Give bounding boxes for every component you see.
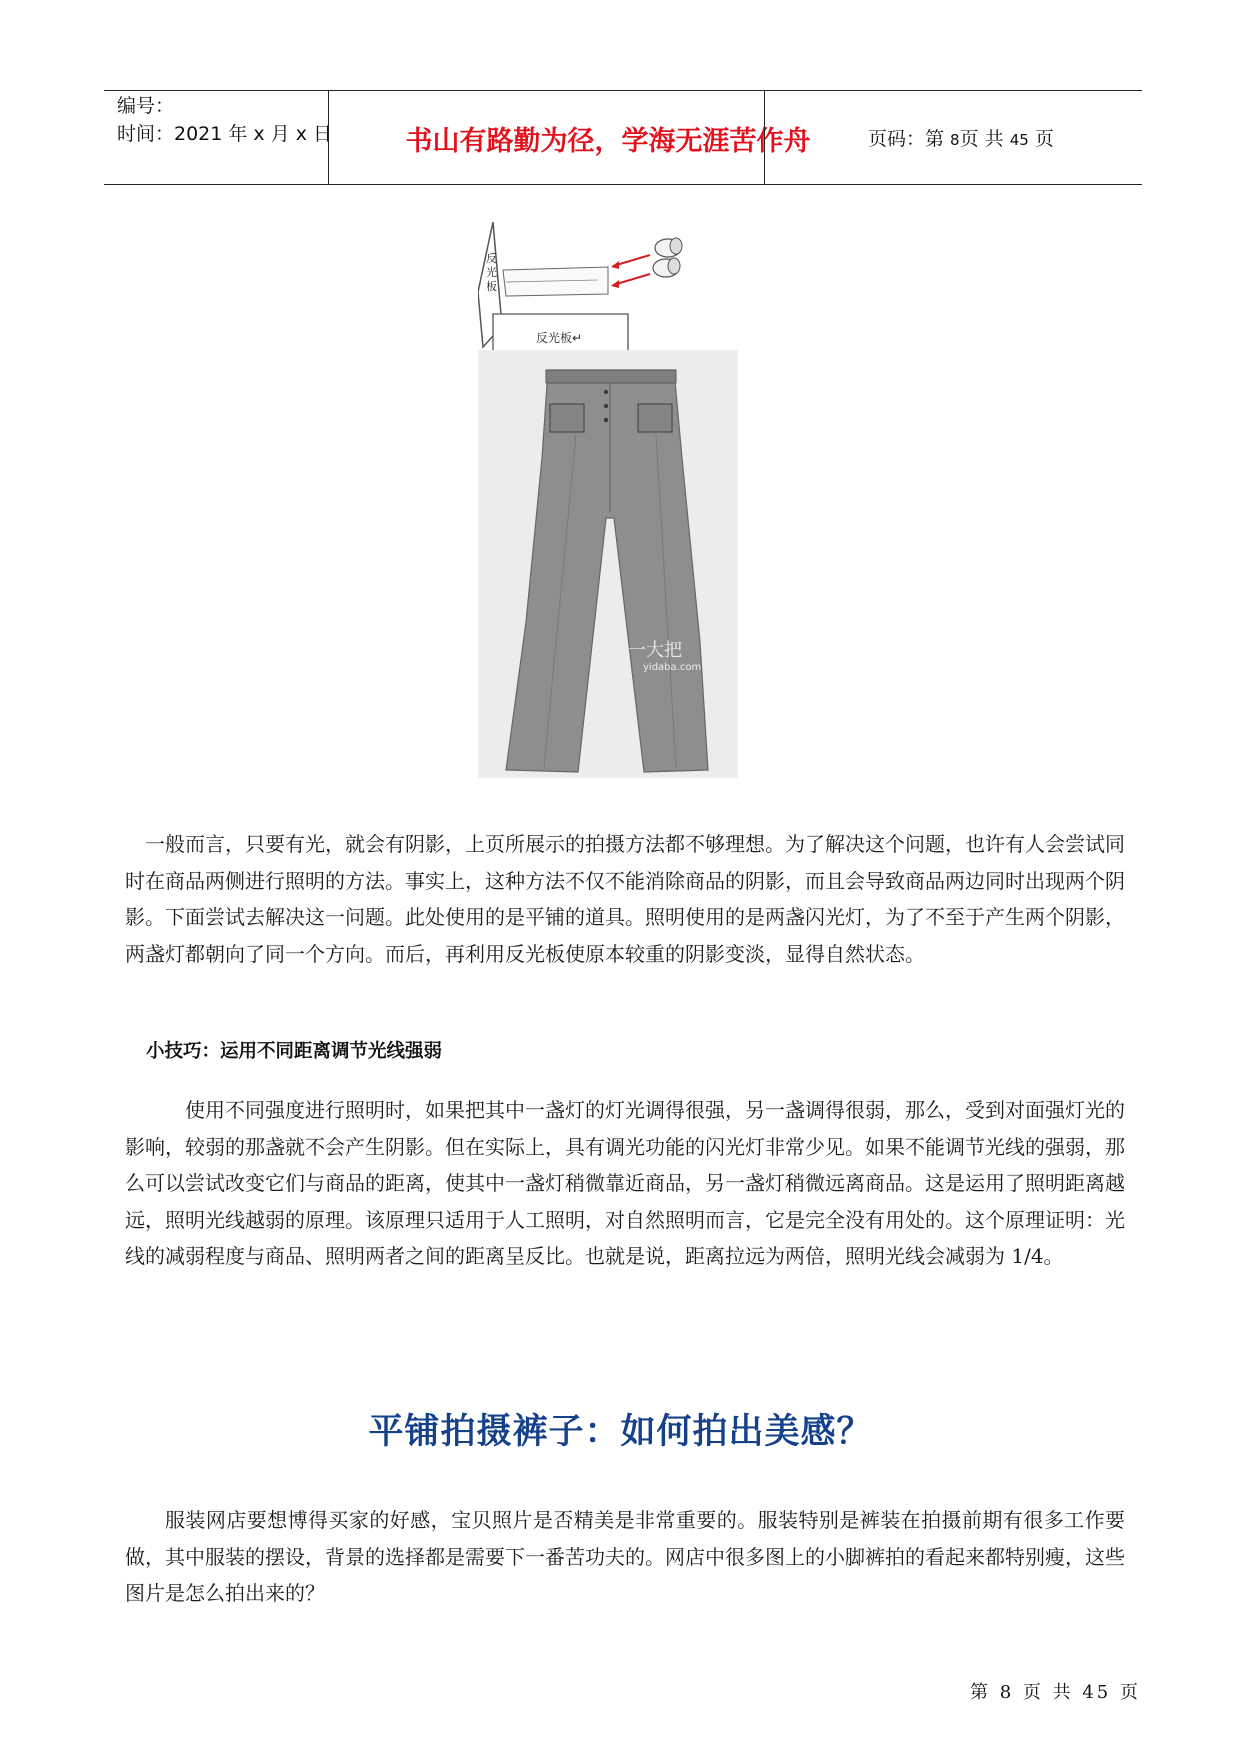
figure-svg	[478, 222, 774, 778]
reflector-diagram	[478, 222, 682, 360]
header-time-label: 时间：2021 年 x 月 x 日	[117, 123, 333, 145]
section-heading: 平铺拍摄裤子：如何拍出美感？	[368, 1411, 873, 1452]
header-motto: 书山有路勤为径，学海无涯苦作舟	[405, 126, 811, 157]
header-divider-left	[328, 91, 329, 184]
watermark-url: yidaba.com	[643, 662, 702, 673]
side-reflector-label-2: 光	[486, 266, 497, 279]
pants-waistband	[546, 370, 676, 383]
light-arrow-2-head	[611, 280, 619, 288]
header-meta	[117, 91, 367, 184]
watermark-text: 一大把	[628, 640, 682, 661]
left-pocket	[550, 404, 584, 432]
paragraph-flatlay-intro: 服装网店要想博得买家的好感，宝贝照片是否精美是非常重要的。服装特别是裤装在拍摄前期有很多工作要做，其中服装的摆设，背景的选择都是需要下一番苦功夫的。网店中很多图上的小脚裤拍的看起来都特别瘦，这些图片是怎么拍出来的？	[125, 1508, 1125, 1606]
side-reflector-label-1: 反	[486, 252, 497, 265]
light-arrow-1-head	[611, 261, 619, 269]
paragraph-shadow-intro: 一般而言，只要有光，就会有阴影，上页所展示的拍摄方法都不够理想。为了解决这个问题，也许有人会尝试同时在商品两侧进行照明的方法。事实上，这种方法不仅不能消除商品的阴影，而且会导致商品两边同时出现两个阴影。下面尝试去解决这一问题。此处使用的是平铺的道具。照明使用的是两盏闪光灯，为了不至于产生两个阴影，两盏灯都朝向了同一个方向。而后，再利用反光板使原本较重的阴影变淡，显得自然状态。	[125, 832, 1125, 966]
flash-lamp-2	[653, 258, 680, 277]
header-number-label: 编号：	[117, 95, 175, 117]
button-1	[604, 390, 608, 394]
lighting-diagram-figure	[478, 222, 774, 778]
button-2	[604, 404, 608, 408]
page-prefix: 页码：第	[868, 128, 951, 150]
side-reflector-label-3: 板	[486, 280, 497, 293]
tip-heading: 小技巧：运用不同距离调节光线强弱	[146, 1041, 443, 1062]
paragraph-distance-tip: 使用不同强度进行照明时，如果把其中一盏灯的灯光调得很强，另一盏调得很弱，那么，受到对面强灯光的影响，较弱的那盏就不会产生阴影。但在实际上，具有调光功能的闪光灯非常少见。如果不能调节光线的强弱，那么可以尝试改变它们与商品的距离，使其中一盏灯稍微靠近商品，另一盏灯稍微远离商品。这是运用了照明距离越远，照明光线越弱的原理。该原理只适用于人工照明，对自然照明而言，它是完全没有用处的。这个原理证明：光线的减弱程度与商品、照明两者之间的距离呈反比。也就是说，距离拉远为两倍，照明光线会减弱为 1/4。	[125, 1098, 1125, 1269]
page-total: 45	[1009, 131, 1029, 149]
button-3	[604, 418, 608, 422]
page-suffix: 页	[1028, 128, 1054, 150]
bottom-reflector-label: 反光板↵	[536, 331, 583, 345]
page-current: 8	[950, 131, 960, 149]
header-page-number	[868, 124, 1054, 151]
page-middle: 页 共	[959, 128, 1010, 150]
header-divider-right	[764, 91, 765, 184]
page-footer: 第 8 页 共 45 页	[970, 1682, 1141, 1703]
flash-lamp-1	[655, 238, 682, 257]
right-pocket	[638, 404, 672, 432]
page-header	[104, 90, 1142, 185]
